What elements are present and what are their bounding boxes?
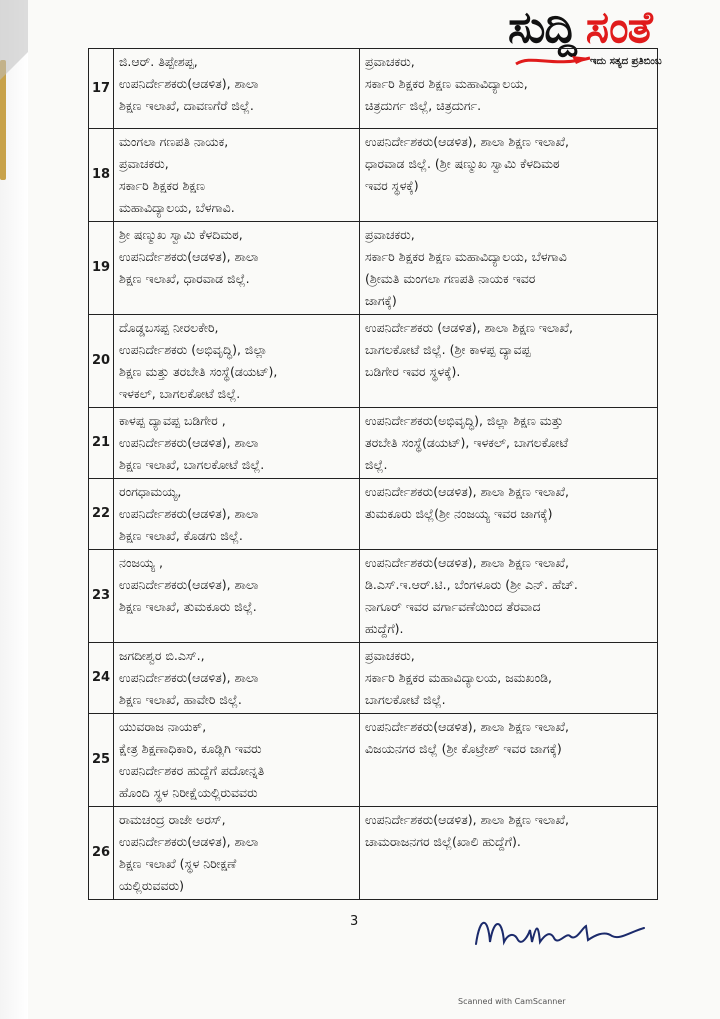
table-row [89,479,658,550]
new-posting-cell [360,714,658,807]
new-posting-line: ಪ್ರವಾಚಕರು, [365,54,415,69]
officer-signature [470,906,650,956]
new-posting-line: ಬಾಗಲಕೋಟೆ ಜಿಲ್ಲೆ. (ಶ್ರೀ ಕಾಳಪ್ಪ ದ್ಯಾವಪ್ಪ [365,342,531,357]
current-post-line: ಹೊಂದಿ ಸ್ಥಳ ನಿರೀಕ್ಷೆಯಲ್ಲಿರುವವರು [119,785,258,800]
current-post-cell [114,49,360,129]
new-posting-line: ಸರ್ಕಾರಿ ಶಿಕ್ಷಕರ ಶಿಕ್ಷಣ ಮಹಾವಿದ್ಯಾಲಯ, [365,76,528,91]
current-post-cell [114,222,360,315]
new-posting-line: ಉಪನಿರ್ದೇಶಕರು(ಆಡಳಿತ), ಶಾಲಾ ಶಿಕ್ಷಣ ಇಲಾಖೆ, [365,719,570,734]
current-post-cell [114,550,360,643]
table-row [89,315,658,408]
current-post-line: ಕಾಳಪ್ಪ ದ್ಯಾವಪ್ಪ ಬಡಿಗೇರ , [119,413,226,428]
serial-number-cell: 23 [89,550,114,643]
page-number: 3 [350,914,359,929]
new-posting-line: ಬಡಿಗೇರ ಇವರ ಸ್ಥಳಕ್ಕೆ). [365,364,461,379]
current-post-line: ಮಂಗಲಾ ಗಣಪತಿ ನಾಯಕ, [119,134,229,149]
new-posting-cell [360,479,658,550]
new-posting-line: ಉಪನಿರ್ದೇಶಕರು(ಆಡಳಿತ), ಶಾಲಾ ಶಿಕ್ಷಣ ಇಲಾಖೆ, [365,555,570,570]
new-posting-line: ಉಪನಿರ್ದೇಶಕರು (ಆಡಳಿತ), ಶಾಲಾ ಶಿಕ್ಷಣ ಇಲಾಖೆ, [365,320,573,335]
new-posting-line: ಇವರ ಸ್ಥಳಕ್ಕೆ) [365,178,419,193]
current-post-line: ಉಪನಿರ್ದೇಶಕರ ಹುದ್ದೆಗೆ ಪದೋನ್ನತಿ [119,763,265,778]
current-post-line: ಮಹಾವಿದ್ಯಾಲಯ, ಬೆಳಗಾವಿ. [119,200,235,215]
table-row [89,550,658,643]
table-row [89,643,658,714]
new-posting-line: ಹುದ್ದೆಗೆ). [365,621,404,636]
current-post-line: ಉಪನಿರ್ದೇಶಕರು(ಆಡಳಿತ), ಶಾಲಾ [119,249,259,264]
current-post-line: ಶಿಕ್ಷಣ ಇಲಾಖೆ, ಧಾರವಾಡ ಜಿಲ್ಲೆ. [119,271,250,286]
logo-word-2: ಸಂತೆ [585,2,652,53]
current-post-cell [114,315,360,408]
new-posting-line: ಧಾರವಾಡ ಜಿಲ್ಲೆ. (ಶ್ರೀ ಷಣ್ಮುಖ ಸ್ವಾಮಿ ಕೆಳದಿಮಠ [365,156,560,171]
scanner-watermark: Scanned with CamScanner [458,997,566,1006]
new-posting-line: ಉಪನಿರ್ದೇಶಕರು(ಅಭಿವೃದ್ಧಿ), ಜಿಲ್ಲಾ ಶಿಕ್ಷಣ ಮತ್ತು [365,413,564,428]
serial-number-cell: 20 [89,315,114,408]
new-posting-line: ಚಿತ್ರದುರ್ಗ ಜಿಲ್ಲೆ, ಚಿತ್ರದುರ್ಗ. [365,98,482,113]
serial-number-cell: 21 [89,408,114,479]
new-posting-line: (ಶ್ರೀಮತಿ ಮಂಗಲಾ ಗಣಪತಿ ನಾಯಕ ಇವರ [365,271,536,286]
serial-number-cell: 25 [89,714,114,807]
current-post-cell [114,643,360,714]
current-post-line: ಇಳಕಲ್, ಬಾಗಲಕೋಟೆ ಜಿಲ್ಲೆ. [119,386,241,401]
serial-number-cell: 18 [89,129,114,222]
current-post-cell [114,479,360,550]
current-post-line: ಉಪನಿರ್ದೇಶಕರು(ಆಡಳಿತ), ಶಾಲಾ [119,506,259,521]
new-posting-line: ಸರ್ಕಾರಿ ಶಿಕ್ಷಕರ ಮಹಾವಿದ್ಯಾಲಯ, ಜಮಖಂಡಿ, [365,670,553,685]
current-post-line: ಉಪನಿರ್ದೇಶಕರು (ಅಭಿವೃದ್ಧಿ), ಜಿಲ್ಲಾ [119,342,268,357]
table-row [89,714,658,807]
current-post-line: ಶಿಕ್ಷಣ ಇಲಾಖೆ, ಬಾಗಲಕೋಟೆ ಜಿಲ್ಲೆ. [119,457,265,472]
table-row [89,222,658,315]
current-post-line: ಉಪನಿರ್ದೇಶಕರು(ಆಡಳಿತ), ಶಾಲಾ [119,577,259,592]
new-posting-line: ಉಪನಿರ್ದೇಶಕರು(ಆಡಳಿತ), ಶಾಲಾ ಶಿಕ್ಷಣ ಇಲಾಖೆ, [365,484,570,499]
current-post-line: ಉಪನಿರ್ದೇಶಕರು(ಆಡಳಿತ), ಶಾಲಾ [119,76,259,91]
current-post-cell [114,129,360,222]
current-post-line: ಶಿಕ್ಷಣ ಮತ್ತು ತರಬೇತಿ ಸಂಸ್ಥೆ(ಡಯಟ್), [119,364,278,379]
current-post-line: ಶಿಕ್ಷಣ ಇಲಾಖೆ, ಹಾವೇರಿ ಜಿಲ್ಲೆ. [119,692,242,707]
current-post-line: ಪ್ರವಾಚಕರು, [119,156,169,171]
new-posting-line: ಉಪನಿರ್ದೇಶಕರು(ಆಡಳಿತ), ಶಾಲಾ ಶಿಕ್ಷಣ ಇಲಾಖೆ, [365,812,570,827]
table-row [89,49,658,129]
logo-tagline: ಇದು ಸತ್ಯದ ಪ್ರತಿಬಿಂಬ [590,56,662,67]
new-posting-line: ತರಬೇತಿ ಸಂಸ್ಥೆ(ಡಯಟ್), ಇಳಕಲ್, ಬಾಗಲಕೋಟೆ [365,435,569,450]
current-post-line: ಶಿಕ್ಷಣ ಇಲಾಖೆ, ತುಮಕೂರು ಜಿಲ್ಲೆ. [119,599,257,614]
serial-number-cell: 22 [89,479,114,550]
new-posting-line: ಜಿಲ್ಲೆ. [365,457,388,472]
current-post-line: ಶಿಕ್ಷಣ ಇಲಾಖೆ, ದಾವಣಗೆರೆ ಜಿಲ್ಲೆ. [119,98,254,113]
current-post-cell [114,807,360,900]
new-posting-line: ಚಾಮರಾಜನಗರ ಜಿಲ್ಲೆ(ಖಾಲಿ ಹುದ್ದೆಗೆ). [365,834,521,849]
current-post-line: ಶಿಕ್ಷಣ ಇಲಾಖೆ (ಸ್ಥಳ ನಿರೀಕ್ಷಣೆ [119,856,237,871]
current-post-line: ದೊಡ್ಡಬಸಪ್ಪ ನೀರಲಕೇರಿ, [119,320,219,335]
new-posting-line: ವಿಜಯನಗರ ಜಿಲ್ಲೆ (ಶ್ರೀ ಕೊಟ್ರೇಶ್ ಇವರ ಜಾಗಕ್ಕೆ) [365,741,562,756]
current-post-cell [114,408,360,479]
serial-number-cell: 19 [89,222,114,315]
table-row [89,129,658,222]
new-posting-line: ಬಾಗಲಕೋಟೆ ಜಿಲ್ಲೆ. [365,692,446,707]
new-posting-cell [360,49,658,129]
new-posting-cell [360,222,658,315]
current-post-line: ನಂಜಯ್ಯ , [119,555,163,570]
new-posting-line: ತುಮಕೂರು ಜಿಲ್ಲೆ(ಶ್ರೀ ನಂಜಯ್ಯ ಇವರ ಜಾಗಕ್ಕೆ) [365,506,553,521]
new-posting-cell [360,408,658,479]
new-posting-cell [360,807,658,900]
current-post-line: ಜಿ.ಆರ್. ತಿಪ್ಪೇಶಪ್ಪ, [119,54,198,69]
table-row [89,807,658,900]
new-posting-line: ನಾಗೂರ್ ಇವರ ವರ್ಗಾವಣೆಯಿಂದ ತೆರವಾದ [365,599,541,614]
current-post-line: ಉಪನಿರ್ದೇಶಕರು(ಆಡಳಿತ), ಶಾಲಾ [119,834,259,849]
current-post-line: ಸರ್ಕಾರಿ ಶಿಕ್ಷಕರ ಶಿಕ್ಷಣ [119,178,206,193]
transfer-table [88,48,658,900]
logo-word-1: ಸುದ್ದಿ [508,2,576,53]
current-post-line: ಯುವರಾಜ ನಾಯಕ್, [119,719,207,734]
current-post-cell [114,714,360,807]
current-post-line: ಶ್ರೀ ಷಣ್ಮುಖ ಸ್ವಾಮಿ ಕೆಳದಿಮಠ, [119,227,243,242]
current-post-line: ಶಿಕ್ಷಣ ಇಲಾಖೆ, ಕೊಡಗು ಜಿಲ್ಲೆ. [119,528,243,543]
current-post-line: ಉಪನಿರ್ದೇಶಕರು(ಆಡಳಿತ), ಶಾಲಾ [119,435,259,450]
serial-number-cell: 26 [89,807,114,900]
new-posting-line: ಪ್ರವಾಚಕರು, [365,227,415,242]
current-post-line: ರಾಮಚಂದ್ರ ರಾಜೇ ಅರಸ್, [119,812,226,827]
new-posting-line: ಪ್ರವಾಚಕರು, [365,648,415,663]
current-post-line: ಜಗದೀಶ್ವರ ಬಿ.ಎಸ್., [119,648,205,663]
new-posting-line: ಉಪನಿರ್ದೇಶಕರು(ಆಡಳಿತ), ಶಾಲಾ ಶಿಕ್ಷಣ ಇಲಾಖೆ, [365,134,570,149]
serial-number-cell: 24 [89,643,114,714]
current-post-line: ಯಲ್ಲಿರುವವರು) [119,878,184,893]
new-posting-line: ಸರ್ಕಾರಿ ಶಿಕ್ಷಕರ ಶಿಕ್ಷಣ ಮಹಾವಿದ್ಯಾಲಯ, ಬೆಳಗಾವಿ [365,249,567,264]
current-post-line: ಕ್ಷೇತ್ರ ಶಿಕ್ಷಣಾಧಿಕಾರಿ, ಕೂಡ್ಲಿಗಿ ಇವರು [119,741,262,756]
serial-number-cell: 17 [89,49,114,129]
new-posting-line: ಡಿ.ಎಸ್.ಇ.ಆರ್.ಟಿ., ಬೆಂಗಳೂರು (ಶ್ರೀ ಎನ್. ಹೆಚ್. [365,577,578,592]
current-post-line: ಉಪನಿರ್ದೇಶಕರು(ಆಡಳಿತ), ಶಾಲಾ [119,670,259,685]
new-posting-line: ಜಾಗಕ್ಕೆ) [365,293,397,308]
new-posting-cell [360,643,658,714]
new-posting-cell [360,315,658,408]
new-posting-cell [360,550,658,643]
current-post-line: ರಂಗಧಾಮಯ್ಯ, [119,484,182,499]
new-posting-cell [360,129,658,222]
table-row [89,408,658,479]
page-left-margin [0,0,28,1019]
